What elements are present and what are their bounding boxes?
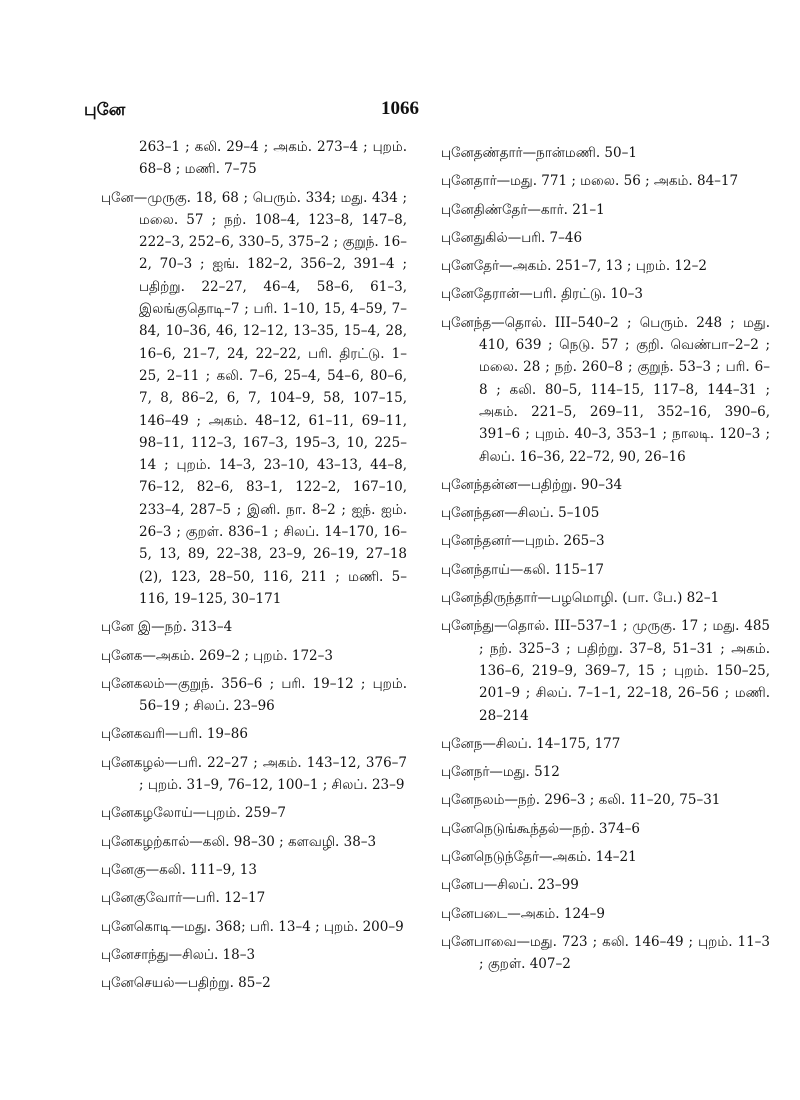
index-entry: புனேகழற்கால்—கலி. 98–30 ; களவழி. 38–3	[101, 833, 377, 850]
index-entry: புனேதார்—மது. 771 ; மலை. 56 ; அகம். 84–17	[441, 173, 739, 190]
index-entry: புனேதேரான்—பரி. திரட்டு. 10–3	[441, 286, 643, 303]
index-entry: புனேகழலோய்—புறம். 259–7	[101, 805, 286, 822]
index-entry: புனேந்திருந்தார்—பழமொழி. (பா. பே.) 82–1	[441, 590, 720, 607]
index-entry: புனேபாவை—மது. 723 ; கலி. 146–49 ; புறம். 11–3 ; குறள். 407–2	[441, 933, 770, 973]
index-entry: புனேகொடி—மது. 368; பரி. 13–4 ; புறம். 200–9	[101, 918, 404, 935]
index-entry: புனேதேர்—அகம். 251–7, 13 ; புறம். 12–2	[441, 258, 707, 275]
page-number: 1066	[381, 98, 419, 119]
index-entry: புனேகழல்—பரி. 22–27 ; அகம். 143–12, 376–7 ; புறம். 31–9, 76–12, 100–1 ; சிலப். 23–9	[101, 754, 407, 794]
index-entry: புனேகுவோர்—பரி. 12–17	[101, 890, 266, 907]
index-entry: புனேந—சிலப். 14–175, 177	[441, 735, 621, 752]
index-entry: புனேகவரி—பரி. 19–86	[101, 726, 248, 743]
index-entry: புனேக—அகம். 269–2 ; புறம். 172–3	[101, 647, 333, 664]
index-entry: புனேகலம்—குறுந். 356–6 ; பரி. 19–12 ; புறம். 56–19 ; சிலப். 23–96	[101, 675, 407, 715]
index-entry: புனேதுகில்—பரி. 7–46	[441, 229, 583, 246]
index-entry: புனேந்து—தொல். III–537–1 ; முருகு. 17 ; மது. 485 ; நற். 325–3 ; பதிற்று. 37–8, 51–31 ; அகம். 136–6, 219–9, 369–7, 15 ; புறம். 150–25, 201–9 ; சிலப். 7–1–1, 22–18, 26–56 ; மணி. 28–214	[441, 618, 770, 724]
index-entry: 263–1 ; கலி. 29–4 ; அகம். 273–4 ; புறம். 68–8 ; மணி. 7–75	[139, 139, 407, 178]
index-entry: புனேசாந்து—சிலப். 18–3	[101, 946, 256, 963]
index-entry: புனேநெடுங்கூந்தல்—நற். 374–6	[441, 820, 641, 837]
index-entry: புனே இ—நற். 313–4	[101, 619, 233, 636]
right-column	[441, 142, 770, 982]
index-entry: புனேந்தாய்—கலி. 115–17	[441, 561, 604, 578]
index-entry: புனேதிண்தேர்—கார். 21–1	[441, 201, 605, 218]
index-entry: புனேசெயல்—பதிற்று. 85–2	[101, 975, 271, 992]
index-entry: புனேதண்தார்—நான்மணி. 50–1	[441, 145, 637, 161]
index-entry: புனேந்த—தொல். III–540–2 ; பெரும். 248 ; மது. 410, 639 ; நெடு. 57 ; குறி. வெண்பா–2–2 ; மலை. 28 ; நற். 260–8 ; குறுந். 53–3 ; பரி. 6–8 ; கலி. 80–5, 114–15, 117–8, 144–31 ; அகம். 221–5, 269–11, 352–16, 390–6, 391–6 ; புறம். 40–3, 353–1 ; நாலடி. 120–3 ; சிலப். 16–36, 22–72, 90, 26–16	[441, 314, 770, 465]
index-entry: புனேநர்—மது. 512	[441, 764, 560, 781]
index-entry: புனேந்தன—சிலப். 5–105	[441, 505, 600, 522]
index-entry: புனேப—சிலப். 23–99	[441, 877, 579, 894]
index-entry: புனேபடை—அகம். 124–9	[441, 905, 605, 922]
index-entry: புனேநலம்—நற். 296–3 ; கலி. 11–20, 75–31	[441, 792, 721, 809]
left-column	[101, 136, 407, 1000]
index-entry: புனேநெடுந்தேர்—அகம். 14–21	[441, 849, 637, 866]
index-entry: புனேகு—கலி. 111–9, 13	[101, 861, 257, 878]
index-entry: புனே—முருகு. 18, 68 ; பெரும். 334; மது. 434 ; மலை. 57 ; நற். 108–4, 123–8, 147–8, 222–3, 252–6, 330–5, 375–2 ; குறுந். 16–2, 70–3 ; ஐங். 182–2, 356–2, 391–4 ; பதிற்று. 22–27, 46–4, 58–6, 61–3, இலங்குதொடி–7 ; பரி. 1–10, 15, 4–59, 7–84, 10–36, 46, 12–12, 13–35, 15–4, 28, 16–6, 21–7, 24, 22–22, பரி. திரட்டு. 1–25, 2–11 ; கலி. 7–6, 25–4, 54–6, 80–6, 7, 8, 86–2, 6, 7, 104–9, 58, 107–15, 146–49 ; அகம். 48–12, 61–11, 69–11, 98–11, 112–3, 167–3, 195–3, 10, 225–14 ; புறம். 14–3, 23–10, 43–13, 44–8, 76–12, 82–6, 83–1, 122–2, 167–10, 233–4, 287–5 ; இனி. நா. 8–2 ; ஐந். ஐம். 26–3 ; குறள். 836–1 ; சிலப். 14–170, 16–5, 13, 89, 22–38, 23–9, 26–19, 27–18 (2), 123, 28–50, 116, 211 ; மணி. 5–116, 19–125, 30–171	[101, 189, 407, 607]
index-entry: புனேந்தன்ன—பதிற்று. 90–34	[441, 476, 623, 493]
index-entry: புனேந்தனர்—புறம். 265–3	[441, 533, 605, 550]
running-head-word: புனே	[84, 100, 126, 120]
